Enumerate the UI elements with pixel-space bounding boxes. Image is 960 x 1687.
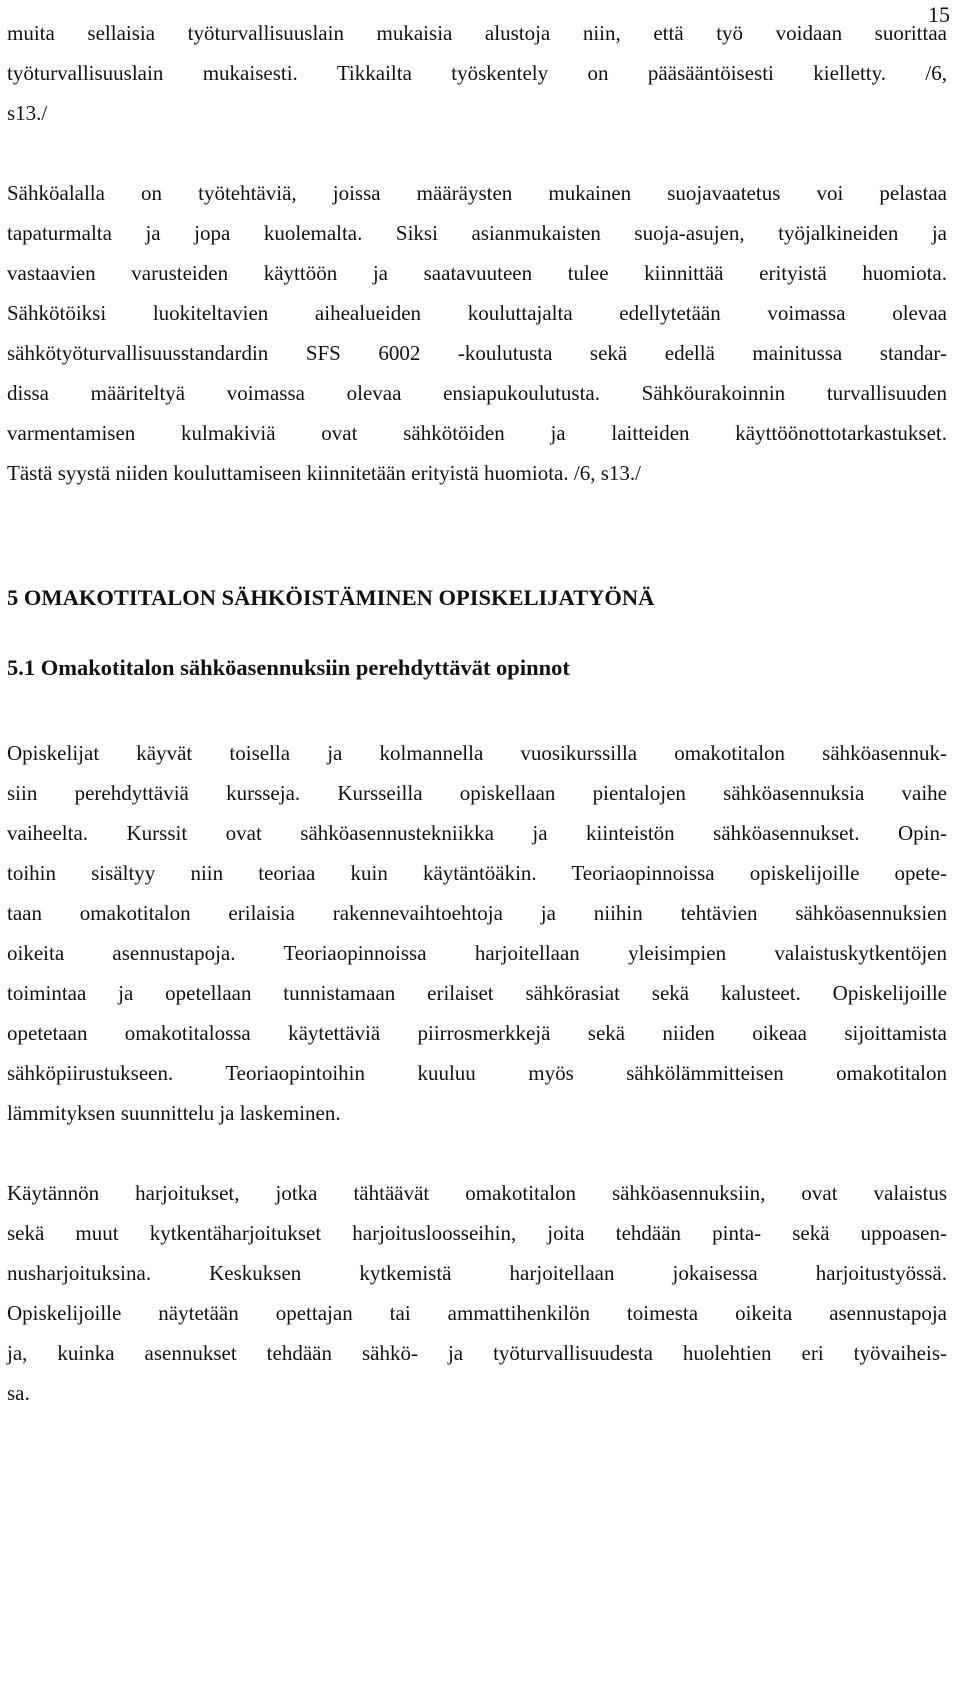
text-line: oikeita asennustapoja. Teoriaopinnoissa harjoitellaan yleisimpien valaistuskytkentöjen	[7, 941, 947, 965]
text-line: siin perehdyttäviä kursseja. Kursseilla opiskellaan pientalojen sähköasennuksia vaihe	[7, 781, 947, 805]
text-line: sähkötyöturvallisuusstandardin SFS 6002 -koulutusta sekä edellä mainitussa standar-	[7, 341, 947, 365]
text-line: taan omakotitalon erilaisia rakennevaihtoehtoja ja niihin tehtävien sähköasennuksien	[7, 901, 947, 925]
text-line: dissa määriteltyä voimassa olevaa ensiapukoulutusta. Sähköurakoinnin turvallisuuden	[7, 381, 947, 405]
text-line: tapaturmalta ja jopa kuolemalta. Siksi asianmukaisten suoja-asujen, työjalkineiden ja	[7, 221, 947, 245]
text-line: lämmityksen suunnittelu ja laskeminen.	[7, 1101, 341, 1125]
document-body	[7, 13, 947, 1413]
text-line: opetetaan omakotitalossa käytettäviä piirrosmerkkejä sekä niiden oikeaa sijoittamista	[7, 1021, 947, 1045]
paragraph	[7, 1173, 947, 1413]
text-line: vastaavien varusteiden käyttöön ja saatavuuteen tulee kiinnittää erityistä huomiota.	[7, 261, 947, 285]
text-line: sekä muut kytkentäharjoitukset harjoitusloosseihin, joita tehdään pinta- sekä uppoasen-	[7, 1221, 947, 1245]
section-heading: 5 OMAKOTITALON SÄHKÖISTÄMINEN OPISKELIJATYÖNÄ	[7, 585, 655, 610]
page-number: 15	[928, 2, 950, 27]
text-line: Käytännön harjoitukset, jotka tähtäävät omakotitalon sähköasennuksiin, ovat valaistus	[7, 1181, 947, 1205]
text-line: sa.	[7, 1381, 30, 1405]
text-line: toihin sisältyy niin teoriaa kuin käytäntöäkin. Teoriaopinnoissa opiskelijoille opete-	[7, 861, 947, 885]
subsection-heading: 5.1 Omakotitalon sähköasennuksiin perehdyttävät opinnot	[7, 655, 570, 680]
text-line: Sähköalalla on työtehtäviä, joissa määräysten mukainen suojavaatetus voi pelastaa	[7, 181, 947, 205]
paragraph	[7, 733, 947, 1133]
text-line: Opiskelijat käyvät toisella ja kolmannella vuosikurssilla omakotitalon sähköasennuk-	[7, 741, 947, 765]
text-line: nusharjoituksina. Keskuksen kytkemistä harjoitellaan jokaisessa harjoitustyössä.	[7, 1261, 947, 1285]
text-line: Sähkötöiksi luokiteltavien aihealueiden kouluttajalta edellytetään voimassa olevaa	[7, 301, 947, 325]
text-line: työturvallisuuslain mukaisesti. Tikkailta työskentely on pääsääntöisesti kielletty. /6,	[7, 61, 947, 85]
text-line: Tästä syystä niiden kouluttamiseen kiinnitetään erityistä huomiota. /6, s13./	[7, 461, 641, 485]
text-line: vaiheelta. Kurssit ovat sähköasennustekniikka ja kiinteistön sähköasennukset. Opin-	[7, 821, 947, 845]
text-line: ja, kuinka asennukset tehdään sähkö- ja työturvallisuudesta huolehtien eri työvaiheis-	[7, 1341, 947, 1365]
text-line: toimintaa ja opetellaan tunnistamaan erilaiset sähkörasiat sekä kalusteet. Opiskelijoille	[7, 981, 947, 1005]
paragraph	[7, 13, 947, 133]
paragraph	[7, 173, 947, 493]
text-line: Opiskelijoille näytetään opettajan tai ammattihenkilön toimesta oikeita asennustapoja	[7, 1301, 947, 1325]
text-line: sähköpiirustukseen. Teoriaopintoihin kuuluu myös sähkölämmitteisen omakotitalon	[7, 1061, 947, 1085]
text-line: s13./	[7, 101, 48, 125]
text-line: varmentamisen kulmakiviä ovat sähkötöiden ja laitteiden käyttöönottotarkastukset.	[7, 421, 947, 445]
text-line: muita sellaisia työturvallisuuslain mukaisia alustoja niin, että työ voidaan suorittaa	[7, 21, 947, 45]
